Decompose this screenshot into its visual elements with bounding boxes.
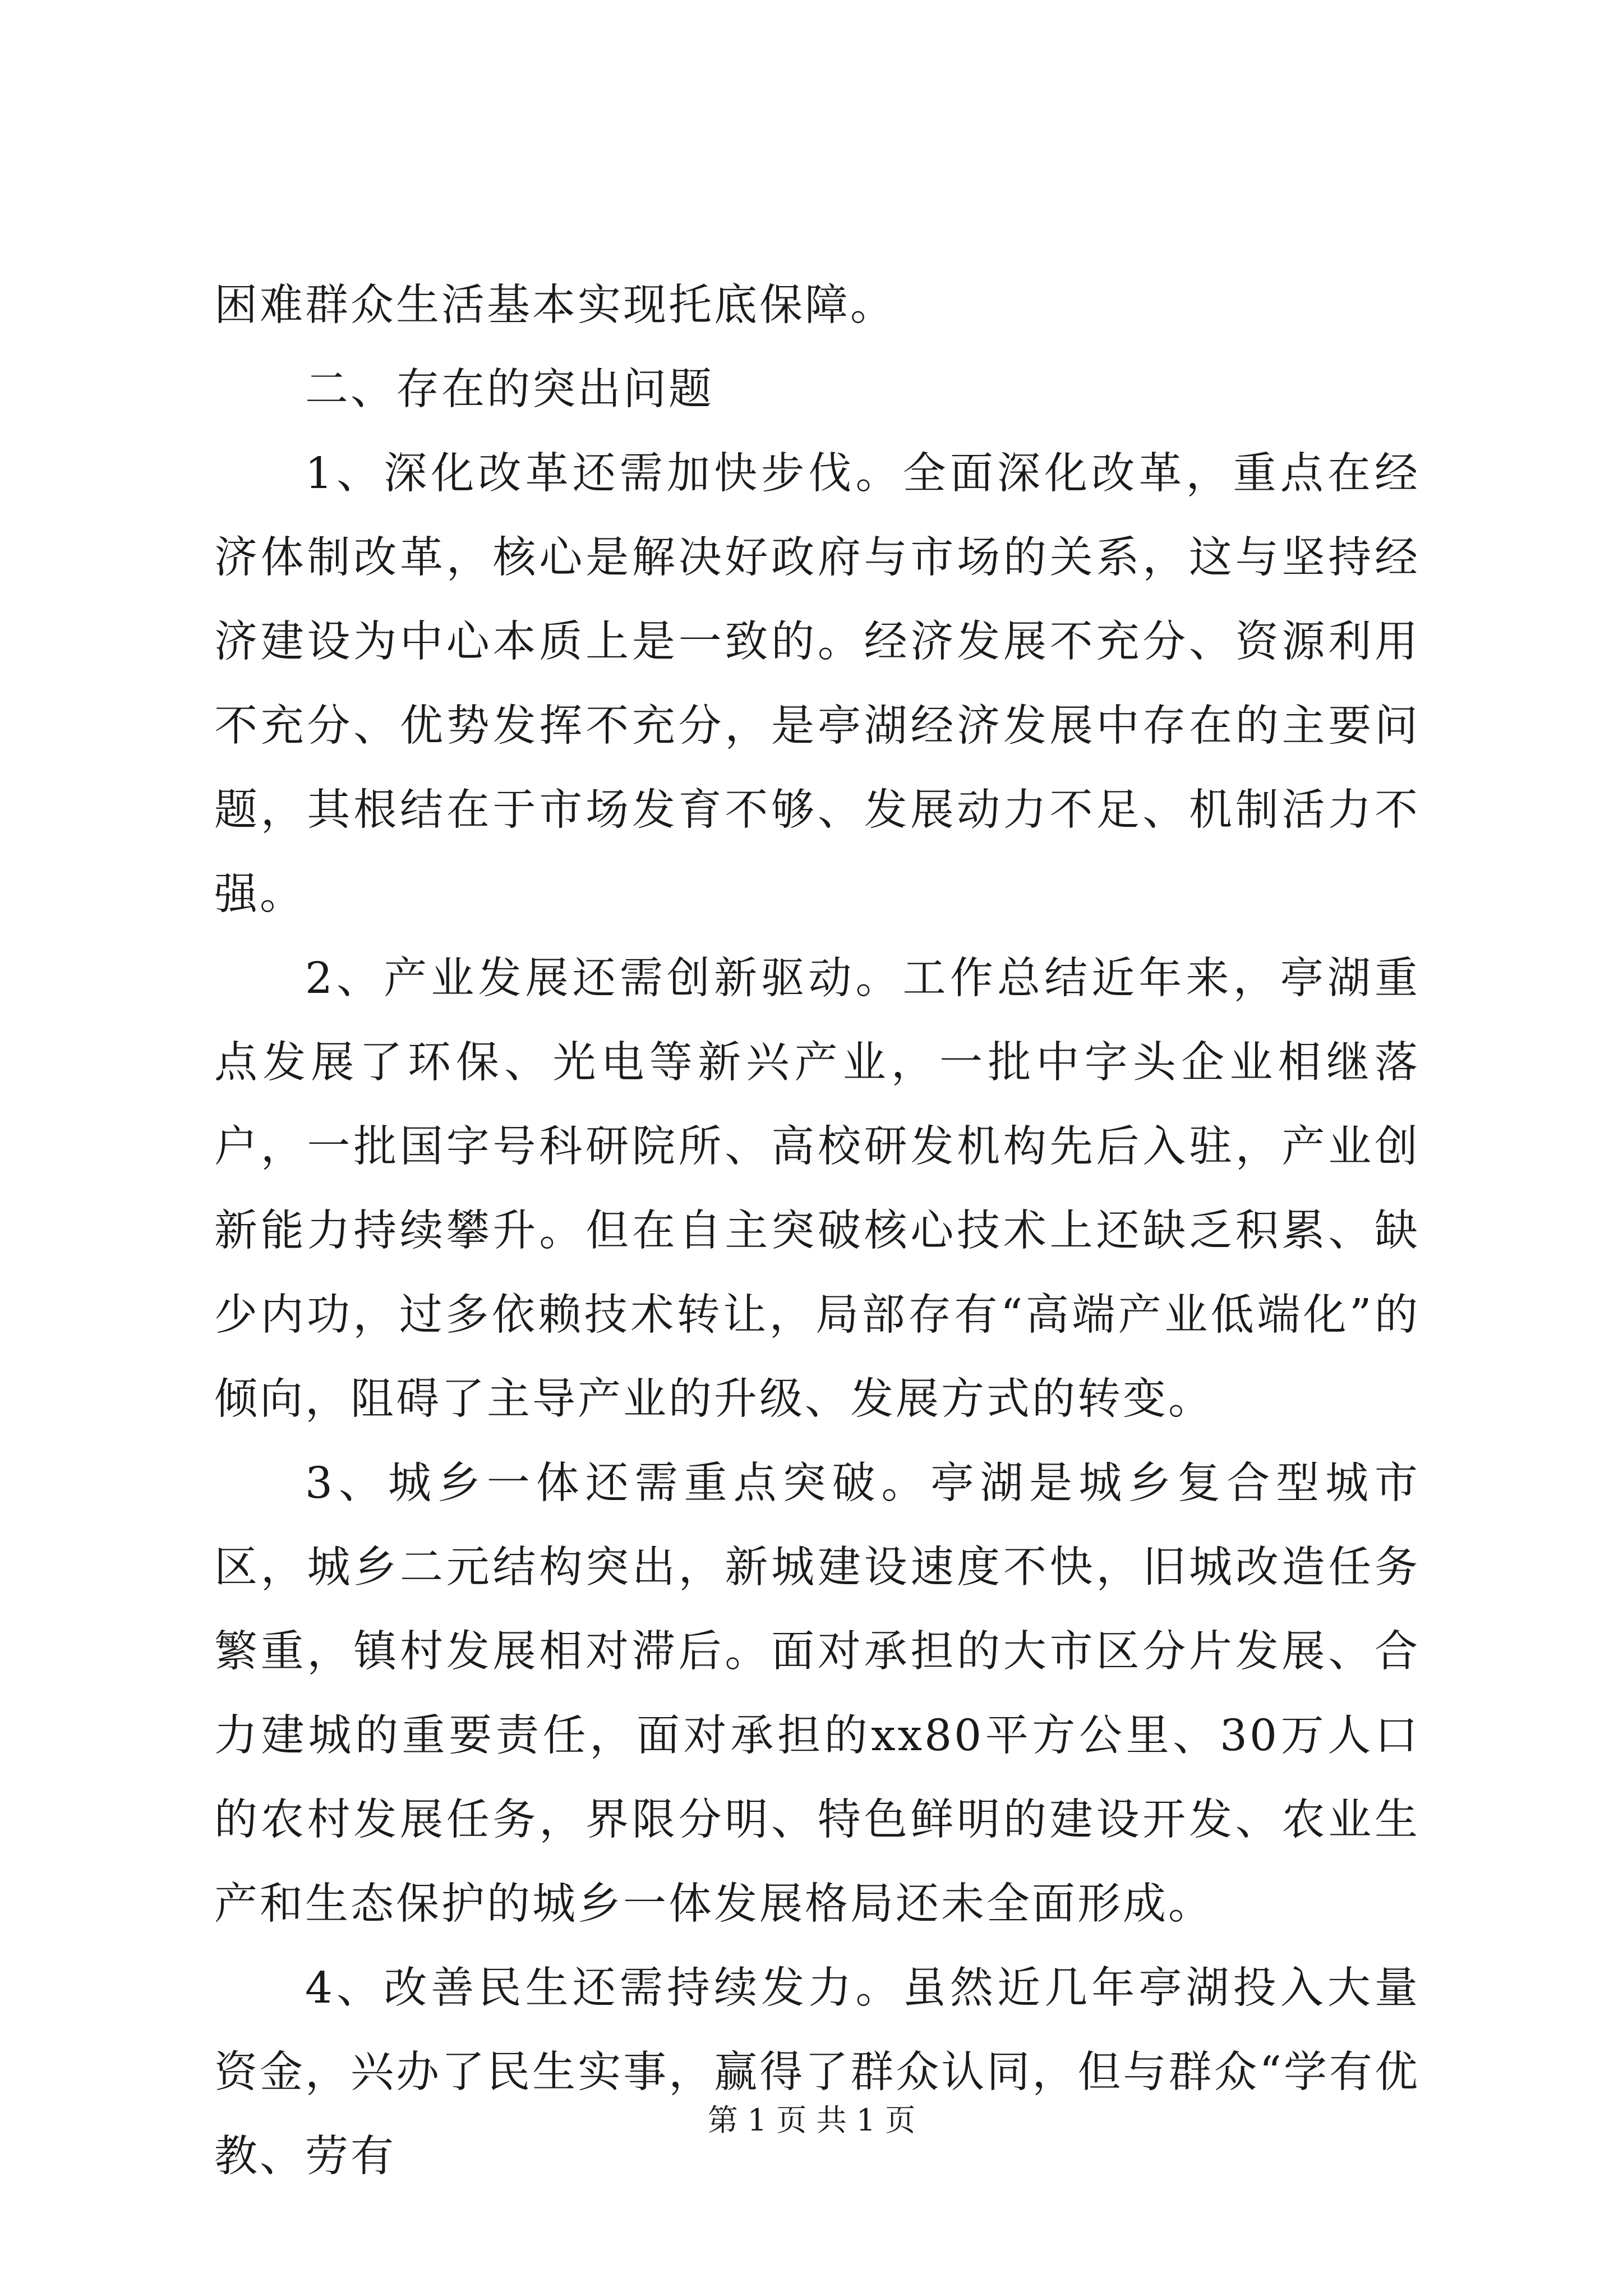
- document-body: [214, 264, 1420, 2199]
- paragraph-industry: 2、产业发展还需创新驱动。工作总结近年来，亭湖重点发展了环保、光电等新兴产业，一批中字头企业相继落户，一批国字号科研院所、高校研发机构先后入驻，产业创新能力持续攀升。但在自主突破核心技术上还缺乏积累、缺少内功，过多依赖技术转让，局部存有“高端产业低端化”的倾向，阻碍了主导产业的升级、发展方式的转变。: [214, 954, 1420, 1424]
- page-footer: 第 1 页 共 1 页: [707, 2102, 916, 2138]
- paragraph-livelihood: 4、改善民生还需持续发力。虽然近几年亭湖投入大量资金，兴办了民生实事，赢得了群众认同，但与群众“学有优教、劳有: [214, 1963, 1420, 2182]
- section-heading: 二、存在的突出问题: [305, 365, 714, 415]
- paragraph-reform: 1、深化改革还需加快步伐。全面深化改革，重点在经济体制改革，核心是解决好政府与市场的关系，这与坚持经济建设为中心本质上是一致的。经济发展不充分、资源利用不充分、优势发挥不充分，是亭湖经济发展中存在的主要问题，其根结在于市场发育不够、发展动力不足、机制活力不强。: [214, 449, 1420, 919]
- paragraph-urban-rural: 3、城乡一体还需重点突破。亭湖是城乡复合型城市区，城乡二元结构突出，新城建设速度不快，旧城改造任务繁重，镇村发展相对滞后。面对承担的大市区分片发展、合力建城的重要责任，面对承担的xx80平方公里、30万人口的农村发展任务，界限分明、特色鲜明的建设开发、农业生产和生态保护的城乡一体发展格局还未全面形成。: [214, 1458, 1420, 1929]
- paragraph-continuation: 困难群众生活基本实现托底保障。: [214, 280, 896, 330]
